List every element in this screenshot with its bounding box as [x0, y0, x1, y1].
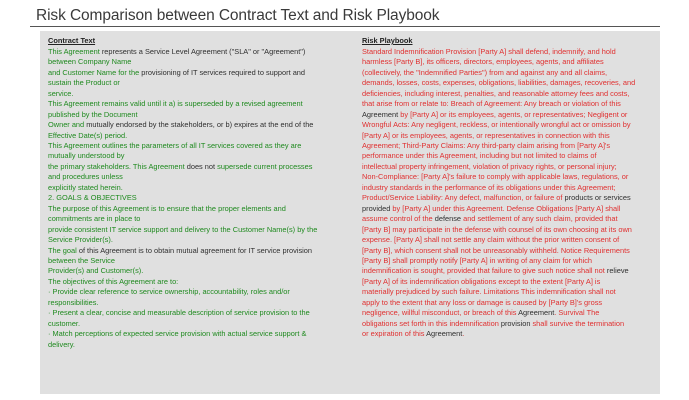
contract-line: [48, 340, 333, 350]
playbook-text-segment: Agreement: [426, 329, 463, 339]
playbook-text-segment: industry standards in the performance of its obligations under this Agreement;: [362, 182, 616, 192]
contract-line: [48, 99, 333, 109]
contract-text-segment: mutually understood by: [48, 151, 125, 161]
playbook-line: [362, 329, 650, 339]
playbook-line: [362, 298, 650, 308]
contract-text-segment: published by the Document: [48, 109, 138, 119]
playbook-text-segment: or expiration of this: [362, 329, 427, 339]
contract-line: [48, 172, 333, 182]
contract-line: [48, 246, 333, 256]
playbook-line: [362, 193, 650, 203]
risk-playbook-column: [362, 36, 650, 340]
playbook-text-segment: materially prejudiced by such failure. Limitations This indemnification shall not: [362, 287, 616, 297]
contract-text-segment: and Customer Name for the: [48, 67, 142, 77]
contract-text-segment: between the Service: [48, 256, 115, 266]
contract-text-segment: Service Provider(s).: [48, 235, 113, 245]
playbook-text-segment: provided: [362, 203, 393, 213]
contract-line: [48, 131, 333, 141]
contract-text-segment: · Present a clear, concise and measurable description of service provision to the: [48, 308, 310, 318]
playbook-line: [362, 78, 650, 88]
playbook-line: [362, 68, 650, 78]
playbook-line: [362, 266, 650, 276]
playbook-text-segment: performance under this Agreement, including but not limited to claims of: [362, 151, 597, 161]
contract-text-segment: provisioning of IT services required to support and: [141, 67, 306, 77]
contract-text-header: Contract Text: [48, 36, 96, 45]
playbook-text-segment: that arise from or relate to: Breach of Agreement: Any breach or violation of this: [362, 99, 621, 109]
contract-text-segment: This Agreement remains valid until it a) is superseded by a revised agreement: [48, 99, 303, 109]
playbook-line: [362, 287, 650, 297]
contract-text-segment: commitments are in place to: [48, 214, 141, 224]
contract-line: [48, 225, 333, 235]
contract-text-segment: supersede current processes: [215, 161, 313, 171]
playbook-text-segment: by [Party A] or its employees, agents, or representatives; Negligent or: [400, 109, 628, 119]
contract-text-segment: service.: [48, 88, 74, 98]
playbook-text-segment: indemnification is sought, provided that failure to give such notice shall not: [362, 266, 607, 276]
contract-line: [48, 162, 333, 172]
contract-text-segment: The purpose of this Agreement is to ensure that the proper elements and: [48, 203, 286, 213]
title-divider: [30, 26, 660, 27]
contract-text-segment: mutually endorsed by the stakeholders, or b) expires at the end of the: [86, 120, 314, 130]
playbook-text-segment: relieve: [606, 266, 629, 276]
playbook-text-segment: Agreement: [518, 308, 555, 318]
playbook-text-segment: .: [462, 329, 465, 339]
contract-text-segment: the primary stakeholders. This Agreement: [48, 161, 187, 171]
contract-line: [48, 68, 333, 78]
contract-line: [48, 329, 333, 339]
comparison-panel: [40, 31, 660, 394]
playbook-line: [362, 256, 650, 266]
contract-line: [48, 298, 333, 308]
playbook-line: [362, 172, 650, 182]
playbook-text-segment: Agreement: [362, 109, 401, 119]
contract-line: [48, 214, 333, 224]
playbook-text-segment: products or services: [564, 193, 631, 203]
contract-line: [48, 235, 333, 245]
playbook-text-segment: assume control of the: [362, 214, 435, 224]
playbook-text-segment: (collectively, the "Indemnified Parties") from and against any and all claims,: [362, 67, 608, 77]
playbook-text-segment: provision: [500, 318, 531, 328]
playbook-line: [362, 277, 650, 287]
contract-line: [48, 141, 333, 151]
contract-line: [48, 57, 333, 67]
contract-text-segment: between Company Name: [48, 57, 132, 67]
contract-text-segment: explicitly stated herein.: [48, 182, 123, 192]
playbook-line: [362, 308, 650, 318]
contract-line: [48, 151, 333, 161]
contract-text-segment: and procedures unless: [48, 172, 123, 182]
contract-text-segment: of this Agreement is to obtain mutual agreement for IT service provision: [78, 245, 313, 255]
contract-text-column: [48, 36, 333, 350]
playbook-line: [362, 151, 650, 161]
contract-text-segment: Effective Date(s) period.: [48, 130, 128, 140]
contract-text-segment: Owner and: [48, 120, 87, 130]
playbook-line: [362, 246, 650, 256]
contract-text-segment: represents a Service Level Agreement ("SLA" or "Agreement"): [101, 46, 306, 56]
playbook-text-segment: [Party B] may participate in the defense with counsel of its own choosing at its own: [362, 224, 632, 234]
playbook-line: [362, 131, 650, 141]
risk-playbook-body: [362, 47, 650, 340]
playbook-text-segment: [Party A] of its indemnification obligations except to the extent [Party A] is: [362, 276, 601, 286]
playbook-line: [362, 225, 650, 235]
playbook-text-segment: Agreement; Third-Party Claims: Any third-party claim arising from [Party A]'s: [362, 141, 611, 151]
contract-text-segment: The goal: [48, 245, 79, 255]
playbook-text-segment: shall survive the termination: [530, 318, 625, 328]
contract-text-segment: provide consistent IT service support and delivery to the Customer Name(s) by the: [48, 224, 318, 234]
contract-line: [48, 193, 333, 203]
playbook-line: [362, 141, 650, 151]
contract-text-segment: customer.: [48, 318, 81, 328]
playbook-text-segment: [Party B], which consent shall not be unreasonably withheld. Notice Requirements: [362, 245, 630, 255]
playbook-line: [362, 162, 650, 172]
contract-text-segment: 2. GOALS & OBJECTIVES: [48, 193, 137, 203]
playbook-text-segment: defense: [434, 214, 462, 224]
contract-line: [48, 308, 333, 318]
playbook-text-segment: Product/Service Liability: Any defect, malfunction, or failure of: [362, 193, 565, 203]
playbook-text-segment: expense. [Party A] shall not settle any claim without the prior written consent of: [362, 235, 620, 245]
contract-text-segment: sustain the Product or: [48, 78, 120, 88]
contract-text-segment: The objectives of this Agreement are to:: [48, 276, 179, 286]
playbook-text-segment: Wrongful Acts: Any negligent, reckless, or intentionally wrongful act or omission by: [362, 120, 631, 130]
playbook-line: [362, 120, 650, 130]
page-title: Risk Comparison between Contract Text and Risk Playbook: [36, 7, 440, 24]
playbook-text-segment: intellectual property infringement, violation of privacy rights, or personal injury;: [362, 161, 617, 171]
playbook-line: [362, 110, 650, 120]
playbook-text-segment: demands, losses, costs, expenses, obligations, liabilities, damages, recoveries, and: [362, 78, 636, 88]
contract-text-segment: does not: [186, 161, 216, 171]
contract-line: [48, 204, 333, 214]
playbook-text-segment: negligence, willful misconduct, or breach of this: [362, 308, 519, 318]
contract-line: [48, 277, 333, 287]
contract-line: [48, 78, 333, 88]
playbook-text-segment: and settlement of any such claim, provided that: [461, 214, 618, 224]
contract-line: [48, 47, 333, 57]
contract-text-segment: This Agreement outlines the parameters of all IT services covered as they are: [48, 141, 302, 151]
playbook-text-segment: deficiencies, including interest, penalties, and reasonable attorney fees and costs,: [362, 88, 630, 98]
contract-text-segment: Provider(s) and Customer(s).: [48, 266, 144, 276]
playbook-line: [362, 235, 650, 245]
playbook-text-segment: Non-Compliance: [Party A]'s failure to comply with applicable laws, regulations, or: [362, 172, 629, 182]
playbook-line: [362, 204, 650, 214]
playbook-text-segment: harmless [Party B], its officers, directors, employees, agents, and affiliates: [362, 57, 604, 67]
contract-text-segment: · Match perceptions of expected service provision with actual service support &: [48, 329, 307, 339]
contract-line: [48, 287, 333, 297]
contract-line: [48, 256, 333, 266]
risk-playbook-header: Risk Playbook: [362, 36, 413, 45]
contract-line: [48, 120, 333, 130]
playbook-line: [362, 47, 650, 57]
contract-text-segment: This Agreement: [48, 46, 102, 56]
contract-line: [48, 89, 333, 99]
playbook-line: [362, 57, 650, 67]
playbook-text-segment: Standard Indemnification Provision [Party A] shall defend, indemnify, and hold: [362, 46, 616, 56]
playbook-text-segment: [Party A] or its employees, agents, or representatives in connection with this: [362, 130, 610, 140]
playbook-text-segment: . Survival The: [554, 308, 600, 318]
playbook-line: [362, 183, 650, 193]
playbook-text-segment: by [Party A] under this Agreement. Defense Obligations [Party A] shall: [392, 203, 621, 213]
playbook-text-segment: [Party B] shall promptly notify [Party A] in writing of any claim for which: [362, 256, 593, 266]
contract-line: [48, 319, 333, 329]
playbook-line: [362, 319, 650, 329]
contract-line: [48, 183, 333, 193]
contract-line: [48, 266, 333, 276]
contract-text-segment: responsibilities.: [48, 297, 99, 307]
playbook-line: [362, 89, 650, 99]
playbook-line: [362, 214, 650, 224]
contract-text-body: [48, 47, 333, 350]
playbook-text-segment: obligations set forth in this indemnification: [362, 318, 501, 328]
contract-text-segment: · Provide clear reference to service ownership, accountability, roles and/or: [48, 287, 290, 297]
contract-text-segment: delivery.: [48, 339, 75, 349]
playbook-text-segment: apply to the extent that any loss or damage is caused by [Party B]'s gross: [362, 297, 603, 307]
contract-line: [48, 110, 333, 120]
playbook-line: [362, 99, 650, 109]
